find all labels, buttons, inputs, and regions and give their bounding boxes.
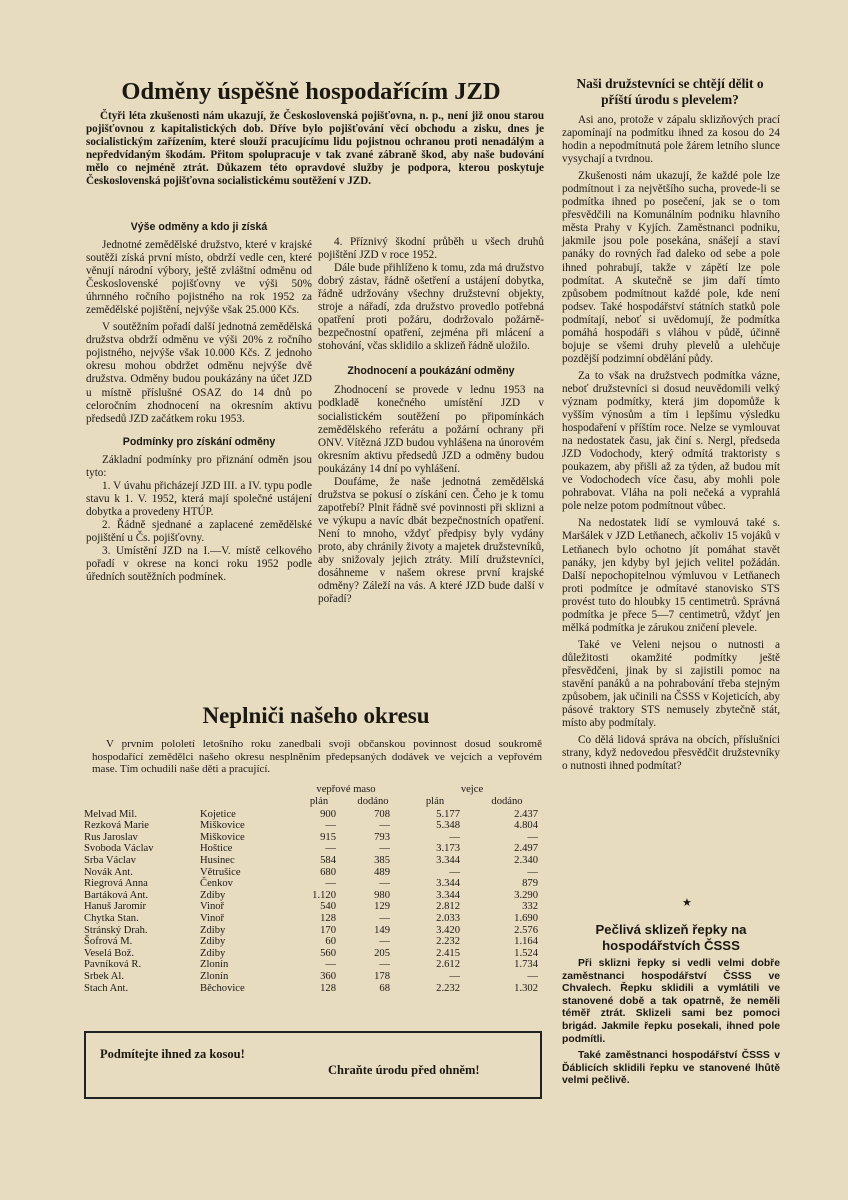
paragraph: Zkušenosti nám ukazují, že každé pole lze podmítnout i za největšího sucha, provede-li se podmítka ihned po posečení, jak se o tom přesvědčili na Komunálním podniku hlavního města Prahy v Kyjích. Zaměstnanci podniku, jakmile jsou pole posekána, snášejí a staví panáky do rovných řad daleko od sebe a pole ihned pohrabují, takže v zápětí lze pole podmítat. A skutečně se jim daří tímto způsobem podmítnout každé pole, kde není podsev. Také hospodářství státních statků pole podmítají, neboť si uvědomují, že podmítka pomáhá hospodáři s vláhou v půdě, účinně bojuje se všemi druhy plevelů a ulehčuje pozdější podzimní obdělání půdy. [562, 170, 780, 365]
village: Husinec [200, 854, 235, 866]
eggs-delivered: 3.290 [514, 889, 538, 901]
neplnici-table [84, 784, 544, 994]
table-row [84, 809, 544, 821]
neplnici-intro: V prvním pololetí letošního roku zanedbali svoji občanskou povinnost dosud soukromě hospodařící zemědělci našeho okresu nesplněním předepsaných dodávek ve vejcích a vepřovém mase. Tím ochudili naše děti a pracující. [92, 738, 542, 776]
eggs-delivered: 4.804 [514, 820, 538, 832]
meat-delivered: 178 [374, 970, 390, 982]
paragraph: Při sklizni řepky si vedli velmi dobře zaměstnanci hospodářství ČSSS ve Chvalech. Řepku sklidili a vymlátili ve stanovené době a tak opatrně, že neměli téměř ztrát. Sklizeli sami bez pomoci brigád. Jakmile řepku posekali, ihned pole podmítli. [562, 958, 780, 1045]
paragraph: Zhodnocení se provede v lednu 1953 na podkladě konečného umístění JZD v socialistickém soutěžení po připomínkách zemědělského referátu a požární ochrany při ONV. Vítězná JZD budou vyhlášena na únorovém okresním aktivu předsedů JZD a odměny budou poukázány 14 dní po vyhlášení. [318, 384, 544, 475]
subheading-conditions: Podmínky pro získání odměny [122, 435, 276, 448]
table-row [84, 983, 544, 995]
eggs-delivered: 332 [522, 901, 538, 913]
meat-delivered: — [379, 936, 390, 948]
eggs-plan: 3.344 [436, 889, 460, 901]
paragraph: Asi ano, protože v zápalu sklizňových prací zapomínají na podmítku ihned za kosou do 24 hodin a nepodmítnutá pole žárem letního slunce vysychají a tvrdnou. [562, 114, 780, 166]
table-body [84, 809, 544, 995]
village: Zdiby [200, 889, 226, 901]
paragraph: 2. Řádně sjednané a zaplacené zemědělské pojištění u Čs. pojišťovny. [86, 518, 312, 544]
village: Zdiby [200, 924, 226, 936]
eggs-plan: — [449, 970, 460, 982]
slogan-left: Podmítejte ihned za kosou! [100, 1047, 245, 1061]
article-column-1 [86, 221, 312, 584]
meat-delivered: — [379, 843, 390, 855]
paragraph: 3. Umístění JZD na I.—V. místě celkového pořadí v okrese na konci roku 1952 podle úředních soutěžních podmínek. [86, 544, 312, 584]
meat-plan: — [325, 843, 336, 855]
eggs-plan: 2.232 [436, 936, 460, 948]
meat-plan: 560 [320, 947, 336, 959]
eggs-delivered: — [527, 866, 538, 878]
table-row [84, 913, 544, 925]
meat-delivered: 205 [374, 947, 390, 959]
eggs-plan: 3.420 [436, 924, 460, 936]
paragraph: 1. V úvahu přicházejí JZD III. a IV. typu podle stavu k 1. V. 1952, která mají společné ustájení dobytka a provedeny HTÚP. [86, 479, 312, 518]
meat-plan: — [325, 878, 336, 890]
column-group-eggs: vejce [460, 784, 484, 795]
meat-plan: 170 [320, 924, 336, 936]
paragraph: Základní podmínky pro přiznání odměn jsou tyto: [86, 453, 312, 479]
table-row [84, 925, 544, 937]
eggs-plan: 2.415 [436, 947, 460, 959]
meat-delivered: 385 [374, 854, 390, 866]
eggs-plan: — [449, 866, 460, 878]
farmer-name: Svoboda Václav [84, 843, 154, 855]
village: Zdiby [200, 947, 226, 959]
table-group-header [84, 784, 544, 796]
meat-plan: 128 [320, 982, 336, 994]
eggs-plan: 2.812 [436, 901, 460, 913]
village: Hoštice [200, 843, 233, 855]
eggs-delivered: 879 [522, 878, 538, 890]
farmer-name: Melvad Mil. [84, 808, 137, 820]
eggs-delivered: 1.734 [514, 959, 538, 971]
star-separator: ★ [682, 897, 692, 909]
table-header [84, 796, 544, 809]
meat-plan: 540 [320, 901, 336, 913]
table-row [84, 832, 544, 844]
slogan-right: Chraňte úrodu před ohněm! [328, 1063, 480, 1077]
farmer-name: Stránský Drah. [84, 924, 148, 936]
village: Miškovice [200, 831, 245, 843]
village: Zlonín [200, 959, 229, 971]
right-article-title: Naši družstevníci se chtějí dělit o příští úrodu s plevelem? [576, 76, 764, 107]
paragraph: Na nedostatek lidí se vymlouvá také s. Maršálek v JZD Letňanech, ačkoliv 15 vojáků v Letňanech bylo ochotno jít pomáhat stavět panáky, jen kdyby byl jejich velitel požádán. Další nepochopitelnou výmluvou v Letňanech proti podmítce je odmítavé stanovisko STS provést tuto do hloubky 15 centimetrů. Správná podmítka je přece 5—7 centimetrů, vždyť jen mělká podmítka je zárukou zničení plevele. [562, 517, 780, 634]
eggs-delivered: 1.690 [514, 912, 538, 924]
meat-plan: 915 [320, 831, 336, 843]
village: Kojetice [200, 808, 236, 820]
subheading-evaluation: Zhodnocení a poukázání odměny [347, 365, 515, 378]
column-header-plan: plán [425, 796, 445, 808]
table-row [84, 843, 544, 855]
meat-delivered: — [379, 878, 390, 890]
right-article-2-title: Pečlivá sklizeň řepky na hospodářstvích ČSSS [595, 922, 747, 953]
meat-delivered: 489 [374, 866, 390, 878]
farmer-name: Rus Jaroslav [84, 831, 138, 843]
neplnici-title: Neplniči našeho okresu [202, 703, 430, 728]
paragraph: Za to však na družstvech podmítka vázne, neboť družstevníci si dosud neuvědomili velký význam podmítky, která jim dopomůže k vyšším výnosům a tím i lepšímu výsledku hospodaření v příštím roce. Nelze se vymlouvat na nedostatek času, jak činí s. Nergl, předseda JZD Vodochody, který odmítá traktoristy s poukazem, aby přišli až za týden, až budou mít ve Vodochodech více času, aby mohli pole pohrabovat. Vláha na poli nečeká a vyprahlá pole nelze potom podmítnout vůbec. [562, 369, 780, 513]
meat-plan: 128 [320, 912, 336, 924]
table-row [84, 855, 544, 867]
meat-delivered: 708 [374, 808, 390, 820]
right-article-2-body [562, 958, 780, 1088]
meat-delivered: 793 [374, 831, 390, 843]
eggs-plan: 3.344 [436, 854, 460, 866]
meat-plan: 60 [325, 936, 336, 948]
farmer-name: Hanuš Jaromír [84, 901, 147, 913]
table-row [84, 971, 544, 983]
paragraph: Jednotné zemědělské družstvo, které v krajské soutěži získá první místo, obdrží vedle cen, které věnují národní výbory, ještě zvláštní odměnu od Československé pojišťovny ve výši 50% úhrnného ročního pojistného na rok 1952 za zemědělské pojištění, nejvýše však 25.000 Kčs. [86, 239, 312, 317]
meat-plan: 900 [320, 808, 336, 820]
paragraph: Dále bude přihlíženo k tomu, zda má družstvo dobrý zástav, řádně ošetření a ustájení dobytka, řádně udržovány všechny družstevní objekty, stroje a nářadí, zda družstvo provedlo potřebná opatření proti požáru, dodržovalo požárně-bezpečnostní opatření, zejména při mlácení a stohování, včas sklidilo a sklizeň řádně uložilo. [318, 262, 544, 353]
paragraph: Také zaměstnanci hospodářství ČSSS v Ďáblicích sklidili řepku ve stanovené lhůtě velmi pečlivě. [562, 1050, 780, 1087]
village: Větrušice [200, 866, 241, 878]
meat-plan: — [325, 820, 336, 832]
paragraph: 4. Příznivý škodní průběh u všech druhů pojištění JZD v roce 1952. [318, 236, 544, 262]
farmer-name: Srba Václav [84, 854, 136, 866]
eggs-delivered: — [527, 831, 538, 843]
subheading-reward: Výše odměny a kdo ji získá [130, 221, 268, 233]
paragraph: Doufáme, že naše jednotná zemědělská družstva se pokusí o získání cen. Čeho je k tomu zapotřebí? Plnit řádně své povinnosti při sklizni a ve výkupu a navíc dbát bezpečnostních opatření. Není to mnoho, vždyť předpisy byly vydány proto, aby chránily životy a majetek družstevníků, aby snižovaly jejich ztráty. Milí družstevníci, dosáhneme v našem okrese první krajské odměny? Záleží na vás. A které JZD bude další v pořadí? [318, 475, 544, 606]
paragraph: V soutěžním pořadí další jednotná zemědělská družstva obdrží odměnu ve výši 20% z ročního pojistného, nejvýše však 10.000 Kčs. Z jednoho okresu mohou obdržet odměnu nejvýše dvě družstva. Odměny budou poukázány na účet JZD u místně příslušné OSAZ do 14 dnů po celoročním zhodnocení na okresním aktivu předsedů JZD začátkem roku 1953. [86, 321, 312, 425]
meat-plan: 584 [320, 854, 336, 866]
village: Vinoř [200, 912, 225, 924]
village: Miškovice [200, 820, 245, 832]
farmer-name: Šofrová M. [84, 936, 133, 948]
table-row [84, 867, 544, 879]
meat-plan: — [325, 959, 336, 971]
column-header-plan: plán [309, 796, 329, 808]
article-title: Odměny úspěšně hospodařícím JZD [121, 78, 501, 105]
eggs-plan: 2.232 [436, 982, 460, 994]
eggs-delivered: 1.524 [514, 947, 538, 959]
meat-delivered: — [379, 820, 390, 832]
eggs-plan: 5.348 [436, 820, 460, 832]
column-header-dodano: dodáno [357, 796, 389, 808]
table-row [84, 890, 544, 902]
table-row [84, 959, 544, 971]
farmer-name: Stach Ant. [84, 982, 129, 994]
table-row [84, 878, 544, 890]
farmer-name: Riegrová Anna [84, 878, 148, 890]
farmer-name: Novák Ant. [84, 866, 133, 878]
paragraph: Co dělá lidová správa na obcích, příslušníci strany, když nedovedou přesvědčit družstevníky o nutnosti ihned podmítat? [562, 734, 780, 773]
eggs-delivered: 2.340 [514, 854, 538, 866]
farmer-name: Veselá Bož. [84, 947, 135, 959]
meat-delivered: 980 [374, 889, 390, 901]
meat-plan: 680 [320, 866, 336, 878]
table-row [84, 901, 544, 913]
column-group-meat: vepřové maso [316, 784, 376, 795]
article-column-2 [318, 236, 544, 606]
eggs-delivered: 1.164 [514, 936, 538, 948]
meat-delivered: 149 [374, 924, 390, 936]
eggs-plan: 3.173 [436, 843, 460, 855]
eggs-delivered: 2.576 [514, 924, 538, 936]
farmer-name: Chytka Stan. [84, 912, 139, 924]
eggs-plan: 5.177 [436, 808, 460, 820]
eggs-plan: 2.612 [436, 959, 460, 971]
village: Čenkov [200, 878, 233, 890]
village: Zlonín [200, 970, 229, 982]
column-header-dodano: dodáno [491, 796, 523, 808]
farmer-name: Bartáková Ant. [84, 889, 149, 901]
eggs-plan: 3.344 [436, 878, 460, 890]
meat-delivered: 68 [379, 982, 390, 994]
table-row [84, 936, 544, 948]
eggs-plan: 2.033 [436, 912, 460, 924]
slogan-box [84, 1031, 542, 1099]
village: Vinoř [200, 901, 225, 913]
eggs-delivered: — [527, 970, 538, 982]
right-article-body [562, 114, 780, 773]
farmer-name: Rezková Marie [84, 820, 150, 832]
village: Běchovice [200, 982, 245, 994]
article-lead: Čtyři léta zkušenosti nám ukazují, že Československá pojišťovna, n. p., není již onou starou pojišťovnou z kapitalistických dob. Dříve bylo pojišťování věcí obchodu a zisku, dnes je socialistickým zařízením, které slouží pracujícímu lidu pojistnou ochranou proti nenadálým a nepředvídaným škodám. Přitom spolupracuje v tak zvané zábraně škod, aby naše budování mělo co nejméně ztrát. Důkazem této opravdové služby je podpora, kterou poskytuje Československá pojišťovna socialistickému soutěžení v JZD. [86, 110, 544, 187]
eggs-delivered: 1.302 [514, 982, 538, 994]
paragraph: Také ve Veleni nejsou o nutnosti a důležitosti okamžité podmítky ještě přesvědčeni, jinak by si zajistili pomoc na stavění panáků a na pohrabování třeba stejným způsobem, jak učinili na ČSSS v Kojeticích, aby pásové traktory STS nemusely zbytečně stát, místo aby podmítaly. [562, 638, 780, 730]
table-row [84, 820, 544, 832]
eggs-delivered: 2.497 [514, 843, 538, 855]
farmer-name: Pavníková R. [84, 959, 142, 971]
farmer-name: Srbek Al. [84, 970, 125, 982]
meat-delivered: — [379, 912, 390, 924]
table-row [84, 948, 544, 960]
meat-delivered: 129 [374, 901, 390, 913]
meat-plan: 360 [320, 970, 336, 982]
village: Zdiby [200, 936, 226, 948]
eggs-plan: — [449, 831, 460, 843]
eggs-delivered: 2.437 [514, 808, 538, 820]
meat-plan: 1.120 [312, 889, 336, 901]
meat-delivered: — [379, 959, 390, 971]
